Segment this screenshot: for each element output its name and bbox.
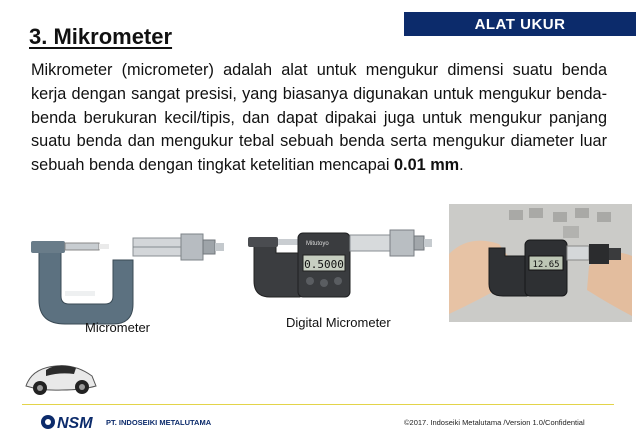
copyright-text: ©2017. Indoseiki Metalutama /Version 1.0/Confidential xyxy=(404,418,585,427)
logo-text: NSM xyxy=(57,415,93,432)
nsm-logo-mark xyxy=(40,412,100,432)
car-illustration xyxy=(22,354,100,400)
brand-label: Mitutoyo xyxy=(67,281,94,288)
lcd-reading: 0.5000 xyxy=(304,258,344,271)
digital-micrometer-caption: Digital Micrometer xyxy=(286,315,391,330)
micrometer-illustration xyxy=(21,208,233,338)
car-image xyxy=(22,354,100,400)
hand-lcd-reading: 12.65 xyxy=(532,260,560,270)
description-text: Mikrometer (micrometer) adalah alat untuk mengukur dimensi suatu benda kerja dengan sangat presisi, yang biasanya digunakan untuk mengukur benda-benda berukuran kecil/tipis, dan dapat dipakai juga untuk mengukur panjang suatu benda dan mengukur tebal sebuah benda serta mengukur diameter luar sebuah benda dengan tingkat ketelitian mencapai xyxy=(31,61,607,175)
precision-value: 0.01 mm xyxy=(393,156,460,175)
digital-brand-label: Mitutoyo xyxy=(306,241,329,247)
company-name: PT. INDOSEIKI METALUTAMA xyxy=(106,418,212,427)
micrometer-image xyxy=(21,208,233,338)
description-end: . xyxy=(459,156,464,175)
company-logo xyxy=(40,412,100,432)
section-badge: ALAT UKUR xyxy=(404,12,636,36)
micrometer-in-hand-photo xyxy=(449,204,632,322)
page-title: 3. Mikrometer xyxy=(29,24,173,49)
footer-divider xyxy=(22,404,614,405)
micrometer-caption: Micrometer xyxy=(85,320,151,335)
hand-photo-illustration xyxy=(449,204,632,322)
description-paragraph xyxy=(31,59,607,178)
